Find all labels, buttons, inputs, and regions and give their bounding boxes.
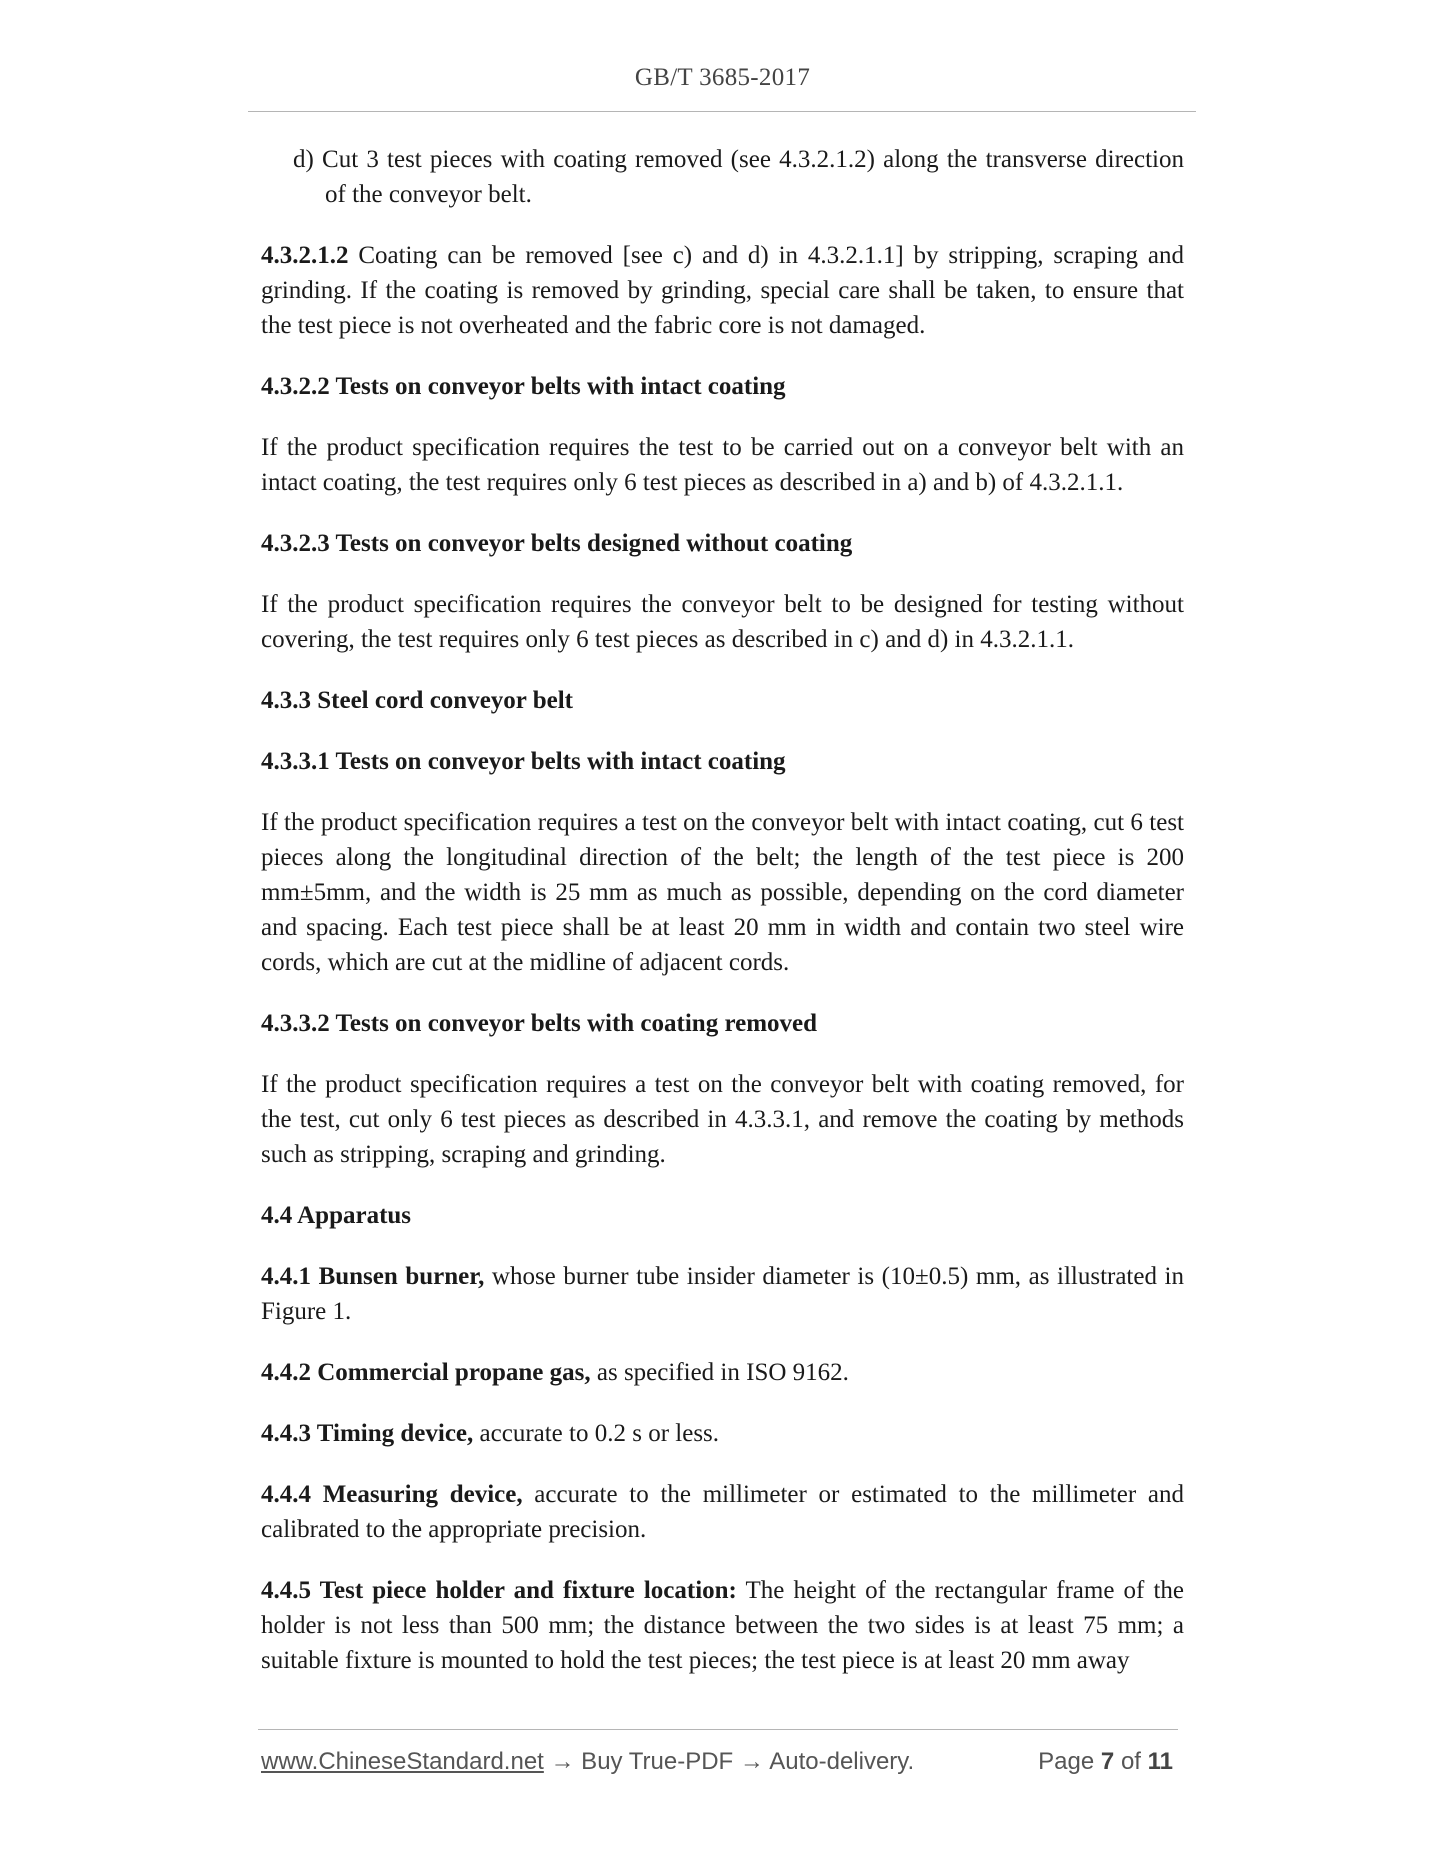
paragraph-4-3-3-2: If the product specification requires a test on the conveyor belt with coating removed, for the test, cut only 6 test pieces as described in 4.3.3.1, and remove the coating by methods such as stripping, scraping and grinding. [261,1071,1184,1168]
header-rule [248,111,1196,112]
paragraph-4-3-2-3: If the product specification requires the conveyor belt to be designed for testing without covering, the test requires only 6 test pieces as described in c) and d) in 4.3.2.1.1. [261,591,1184,653]
document-header: GB/T 3685-2017 [634,64,811,91]
document-body [261,142,1184,1704]
paragraph-4-3-3-1: If the product specification requires a test on the conveyor belt with intact coating, cut 6 test pieces along the longitudinal direction of the belt; the length of the test piece is 200 mm±5mm, and the width is 25 mm as much as possible, depending on the cord diameter and spacing. Each test piece shall be at least 20 mm in width and contain two steel wire cords, which are cut at the midline of adjacent cords. [261,809,1184,976]
list-item-d: d) Cut 3 test pieces with coating removed (see 4.3.2.1.2) along the transverse direction of the conveyor belt. [293,146,1184,208]
heading-4-3-3: 4.3.3 Steel cord conveyor belt [261,687,573,714]
of-label: of [1120,1748,1141,1775]
heading-4-4: 4.4 Apparatus [261,1202,412,1229]
clause-term: 4.4.1 Bunsen burner, [261,1263,485,1290]
clause-term: 4.4.2 Commercial propane gas, [261,1359,591,1386]
clause-term: 4.4.3 Timing device, [261,1420,474,1447]
page-indicator [1038,1748,1173,1776]
clause-text: Coating can be removed [see c) and d) in 4.3.2.1.1] by stripping, scraping and grinding. If the coating is removed by grinding, special care shall be taken, to ensure that the test piece is not overheated and the fabric core is not damaged. [261,242,1184,339]
heading-4-3-2-2: 4.3.2.2 Tests on conveyor belts with intact coating [261,373,786,400]
heading-4-3-3-1: 4.3.3.1 Tests on conveyor belts with intact coating [261,748,786,775]
page-total: 11 [1147,1748,1173,1775]
clause-term: 4.4.5 Test piece holder and fixture location: [261,1577,737,1604]
footer-promo [261,1748,914,1776]
clause-number: 4.3.2.1.2 [261,242,349,269]
clause-4-4-2 [261,1355,1184,1390]
footer-rule [258,1729,1178,1730]
clause-text: The height of the rectangular frame of the holder is not less than 500 mm; the distance between the two sides is at least 75 mm; a suitable fixture is mounted to hold the test pieces; the test piece is at least 20 mm away [261,1577,1184,1674]
clause-text: whose burner tube insider diameter is (10±0.5) mm, as illustrated in Figure 1. [261,1263,1184,1325]
page-footer [261,1748,1181,1782]
clause-4-4-5 [261,1573,1184,1678]
clause-4-4-1 [261,1259,1184,1329]
clause-4-4-4 [261,1477,1184,1547]
clause-text: accurate to 0.2 s or less. [473,1420,720,1447]
clause-4-3-2-1-2 [261,238,1184,343]
heading-4-3-2-3: 4.3.2.3 Tests on conveyor belts designed without coating [261,530,853,557]
page-current: 7 [1100,1748,1115,1775]
clause-term: 4.4.4 Measuring device, [261,1481,523,1508]
paragraph-4-3-2-2: If the product specification requires the test to be carried out on a conveyor belt with an intact coating, the test requires only 6 test pieces as described in a) and b) of 4.3.2.1.1. [261,434,1184,496]
site-link[interactable]: www.ChineseStandard.net [261,1748,544,1775]
clause-4-4-3 [261,1416,1184,1451]
clause-text: as specified in ISO 9162. [590,1359,849,1386]
heading-4-3-3-2: 4.3.3.2 Tests on conveyor belts with coating removed [261,1010,818,1037]
promo-text: → Buy True-PDF → Auto-delivery. [543,1748,915,1775]
clause-text: accurate to the millimeter or estimated to the millimeter and calibrated to the appropriate precision. [261,1481,1184,1543]
page-label: Page [1038,1748,1095,1775]
